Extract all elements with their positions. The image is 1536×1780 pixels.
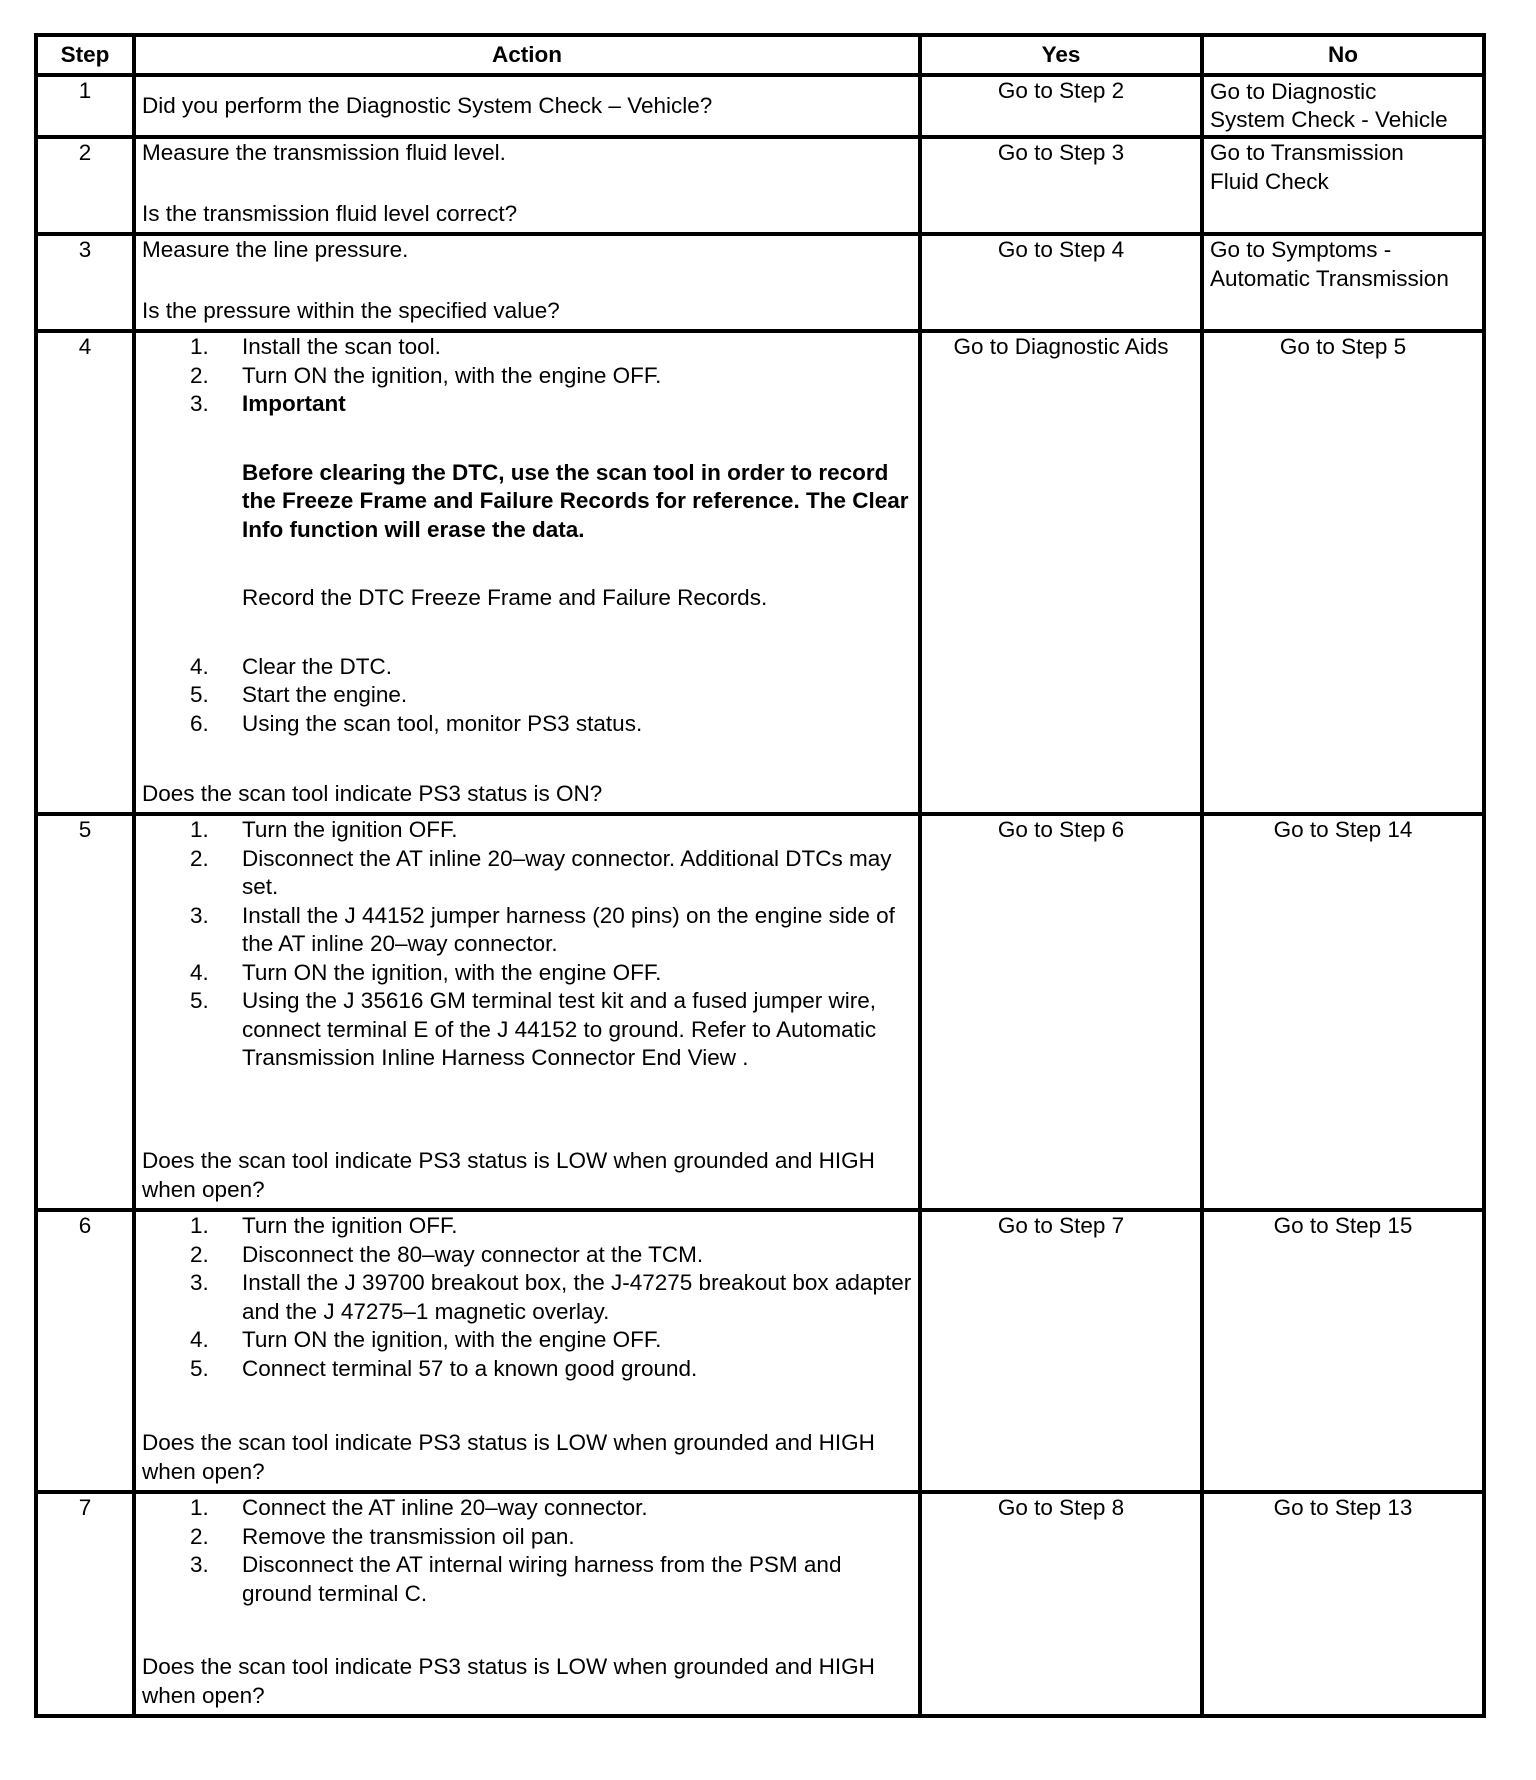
diagnostic-table <box>34 33 1486 1718</box>
action-cell <box>134 1492 920 1716</box>
no-line: Go to Diagnostic <box>1210 78 1377 104</box>
action-question: Does the scan tool indicate PS3 status is ON? <box>142 780 603 806</box>
no-cell: Go to Step 13 <box>1202 1492 1484 1716</box>
step-list <box>142 333 912 419</box>
step-number: 5 <box>36 814 134 1210</box>
no-cell: Go to Step 15 <box>1202 1210 1484 1492</box>
step-number: 7 <box>36 1492 134 1716</box>
list-item <box>142 1355 912 1384</box>
yes-cell: Go to Step 6 <box>920 814 1202 1210</box>
action-question: Does the scan tool indicate PS3 status is LOW when grounded and HIGH when open? <box>142 1430 875 1484</box>
no-line: Fluid Check <box>1210 168 1329 194</box>
list-item <box>142 362 912 391</box>
list-number: 5. <box>190 1355 209 1381</box>
list-number: 3. <box>190 1552 209 1577</box>
list-text: Turn the ignition OFF. <box>242 817 458 842</box>
list-number: 3. <box>190 1270 209 1295</box>
no-line: Automatic Transmission <box>1210 265 1449 291</box>
list-text: Using the scan tool, monitor PS3 status. <box>242 710 643 736</box>
no-line: Go to Symptoms - <box>1210 237 1392 262</box>
important-note: Before clearing the DTC, use the scan tool in order to record the Freeze Frame and Failure Records for reference. The Clear Info function will erase the data. <box>242 459 909 542</box>
step-number: 1 <box>36 75 134 137</box>
header-step: Step <box>36 35 134 75</box>
step-number: 6 <box>36 1210 134 1492</box>
list-text: Turn ON the ignition, with the engine OFF. <box>242 362 662 388</box>
list-item <box>142 816 912 845</box>
table-row <box>36 234 1484 331</box>
step-list <box>142 1494 912 1608</box>
list-text: Remove the transmission oil pan. <box>242 1523 575 1549</box>
list-number: 2. <box>190 1523 209 1549</box>
list-number: 1. <box>190 817 209 842</box>
yes-cell: Go to Step 8 <box>920 1492 1202 1716</box>
list-number: 1. <box>190 1495 209 1520</box>
list-number: 4. <box>190 959 209 985</box>
list-item <box>142 1326 912 1355</box>
table-row <box>36 1492 1484 1716</box>
list-text: Turn ON the ignition, with the engine OFF. <box>242 1327 662 1352</box>
list-text: Turn ON the ignition, with the engine OFF. <box>242 959 662 985</box>
list-number: 4. <box>190 653 209 679</box>
step-list <box>142 816 912 1073</box>
list-number: 2. <box>190 845 209 871</box>
action-question: Did you perform the Diagnostic System Check – Vehicle? <box>142 92 713 118</box>
action-cell <box>134 137 920 234</box>
header-yes: Yes <box>920 35 1202 75</box>
list-text: Connect terminal 57 to a known good ground. <box>242 1355 698 1381</box>
list-number: 2. <box>190 1241 209 1267</box>
list-text: Start the engine. <box>242 682 408 707</box>
action-question: Is the pressure within the specified value? <box>142 297 560 323</box>
yes-cell: Go to Step 3 <box>920 137 1202 234</box>
no-cell <box>1202 137 1484 234</box>
list-item <box>142 987 912 1073</box>
action-question: Does the scan tool indicate PS3 status is LOW when grounded and HIGH when open? <box>142 1654 875 1708</box>
yes-cell: Go to Diagnostic Aids <box>920 331 1202 814</box>
list-text: Connect the AT inline 20–way connector. <box>242 1495 648 1520</box>
list-item <box>142 333 912 362</box>
list-number: 3. <box>190 902 209 928</box>
list-item <box>142 1269 912 1326</box>
action-cell <box>134 331 920 814</box>
action-text: Measure the line pressure. <box>142 237 409 262</box>
table-row <box>36 75 1484 137</box>
no-cell: Go to Step 5 <box>1202 331 1484 814</box>
list-number: 4. <box>190 1327 209 1352</box>
table-row <box>36 331 1484 814</box>
yes-cell: Go to Step 2 <box>920 75 1202 137</box>
step-number: 3 <box>36 234 134 331</box>
step-list <box>142 653 912 739</box>
list-number: 2. <box>190 362 209 388</box>
header-row <box>36 35 1484 75</box>
list-number: 5. <box>190 988 209 1013</box>
no-cell: Go to Step 14 <box>1202 814 1484 1210</box>
action-question: Does the scan tool indicate PS3 status is LOW when grounded and HIGH when open? <box>142 1148 875 1202</box>
list-text: Install the J 44152 jumper harness (20 pins) on the engine side of the AT inline 20–way connector. <box>242 902 895 956</box>
list-number: 3. <box>190 391 209 416</box>
list-text: Install the J 39700 breakout box, the J-47275 breakout box adapter and the J 47275–1 magnetic overlay. <box>242 1270 912 1324</box>
action-cell <box>134 234 920 331</box>
list-item <box>142 902 912 959</box>
important-label: Important <box>242 391 346 416</box>
list-item <box>142 653 912 682</box>
action-question: Is the transmission fluid level correct? <box>142 200 518 226</box>
table-row <box>36 1210 1484 1492</box>
list-number: 1. <box>190 334 209 359</box>
list-text: Using the J 35616 GM terminal test kit and a fused jumper wire, connect terminal E of the J 44152 to ground. Refer to Automatic Transmission Inline Harness Connector End View . <box>242 988 877 1070</box>
no-cell <box>1202 75 1484 137</box>
list-item <box>142 959 912 988</box>
action-cell <box>134 1210 920 1492</box>
list-item <box>142 390 912 419</box>
step-number: 2 <box>36 137 134 234</box>
list-text: Disconnect the AT inline 20–way connector. Additional DTCs may set. <box>242 845 892 899</box>
list-text: Install the scan tool. <box>242 334 441 359</box>
no-cell <box>1202 234 1484 331</box>
list-text: Disconnect the 80–way connector at the TCM. <box>242 1241 704 1267</box>
list-item <box>142 845 912 902</box>
record-note: Record the DTC Freeze Frame and Failure Records. <box>242 585 768 610</box>
action-text: Measure the transmission fluid level. <box>142 140 506 165</box>
list-item <box>142 710 912 739</box>
action-cell <box>134 814 920 1210</box>
list-item <box>142 681 912 710</box>
yes-cell: Go to Step 4 <box>920 234 1202 331</box>
list-number: 6. <box>190 710 209 736</box>
no-line: Go to Transmission <box>1210 140 1404 165</box>
list-text: Clear the DTC. <box>242 653 393 679</box>
list-number: 1. <box>190 1213 209 1238</box>
list-item <box>142 1523 912 1552</box>
list-text: Turn the ignition OFF. <box>242 1213 458 1238</box>
header-no: No <box>1202 35 1484 75</box>
list-item <box>142 1551 912 1608</box>
list-text: Disconnect the AT internal wiring harness from the PSM and ground terminal C. <box>242 1552 842 1606</box>
header-action: Action <box>134 35 920 75</box>
step-number: 4 <box>36 331 134 814</box>
table-row <box>36 137 1484 234</box>
list-item <box>142 1241 912 1270</box>
list-item <box>142 1494 912 1523</box>
no-line: System Check - Vehicle <box>1210 107 1448 132</box>
action-cell <box>134 75 920 137</box>
step-list <box>142 1212 912 1383</box>
yes-cell: Go to Step 7 <box>920 1210 1202 1492</box>
list-number: 5. <box>190 682 209 707</box>
table-row <box>36 814 1484 1210</box>
list-item <box>142 1212 912 1241</box>
